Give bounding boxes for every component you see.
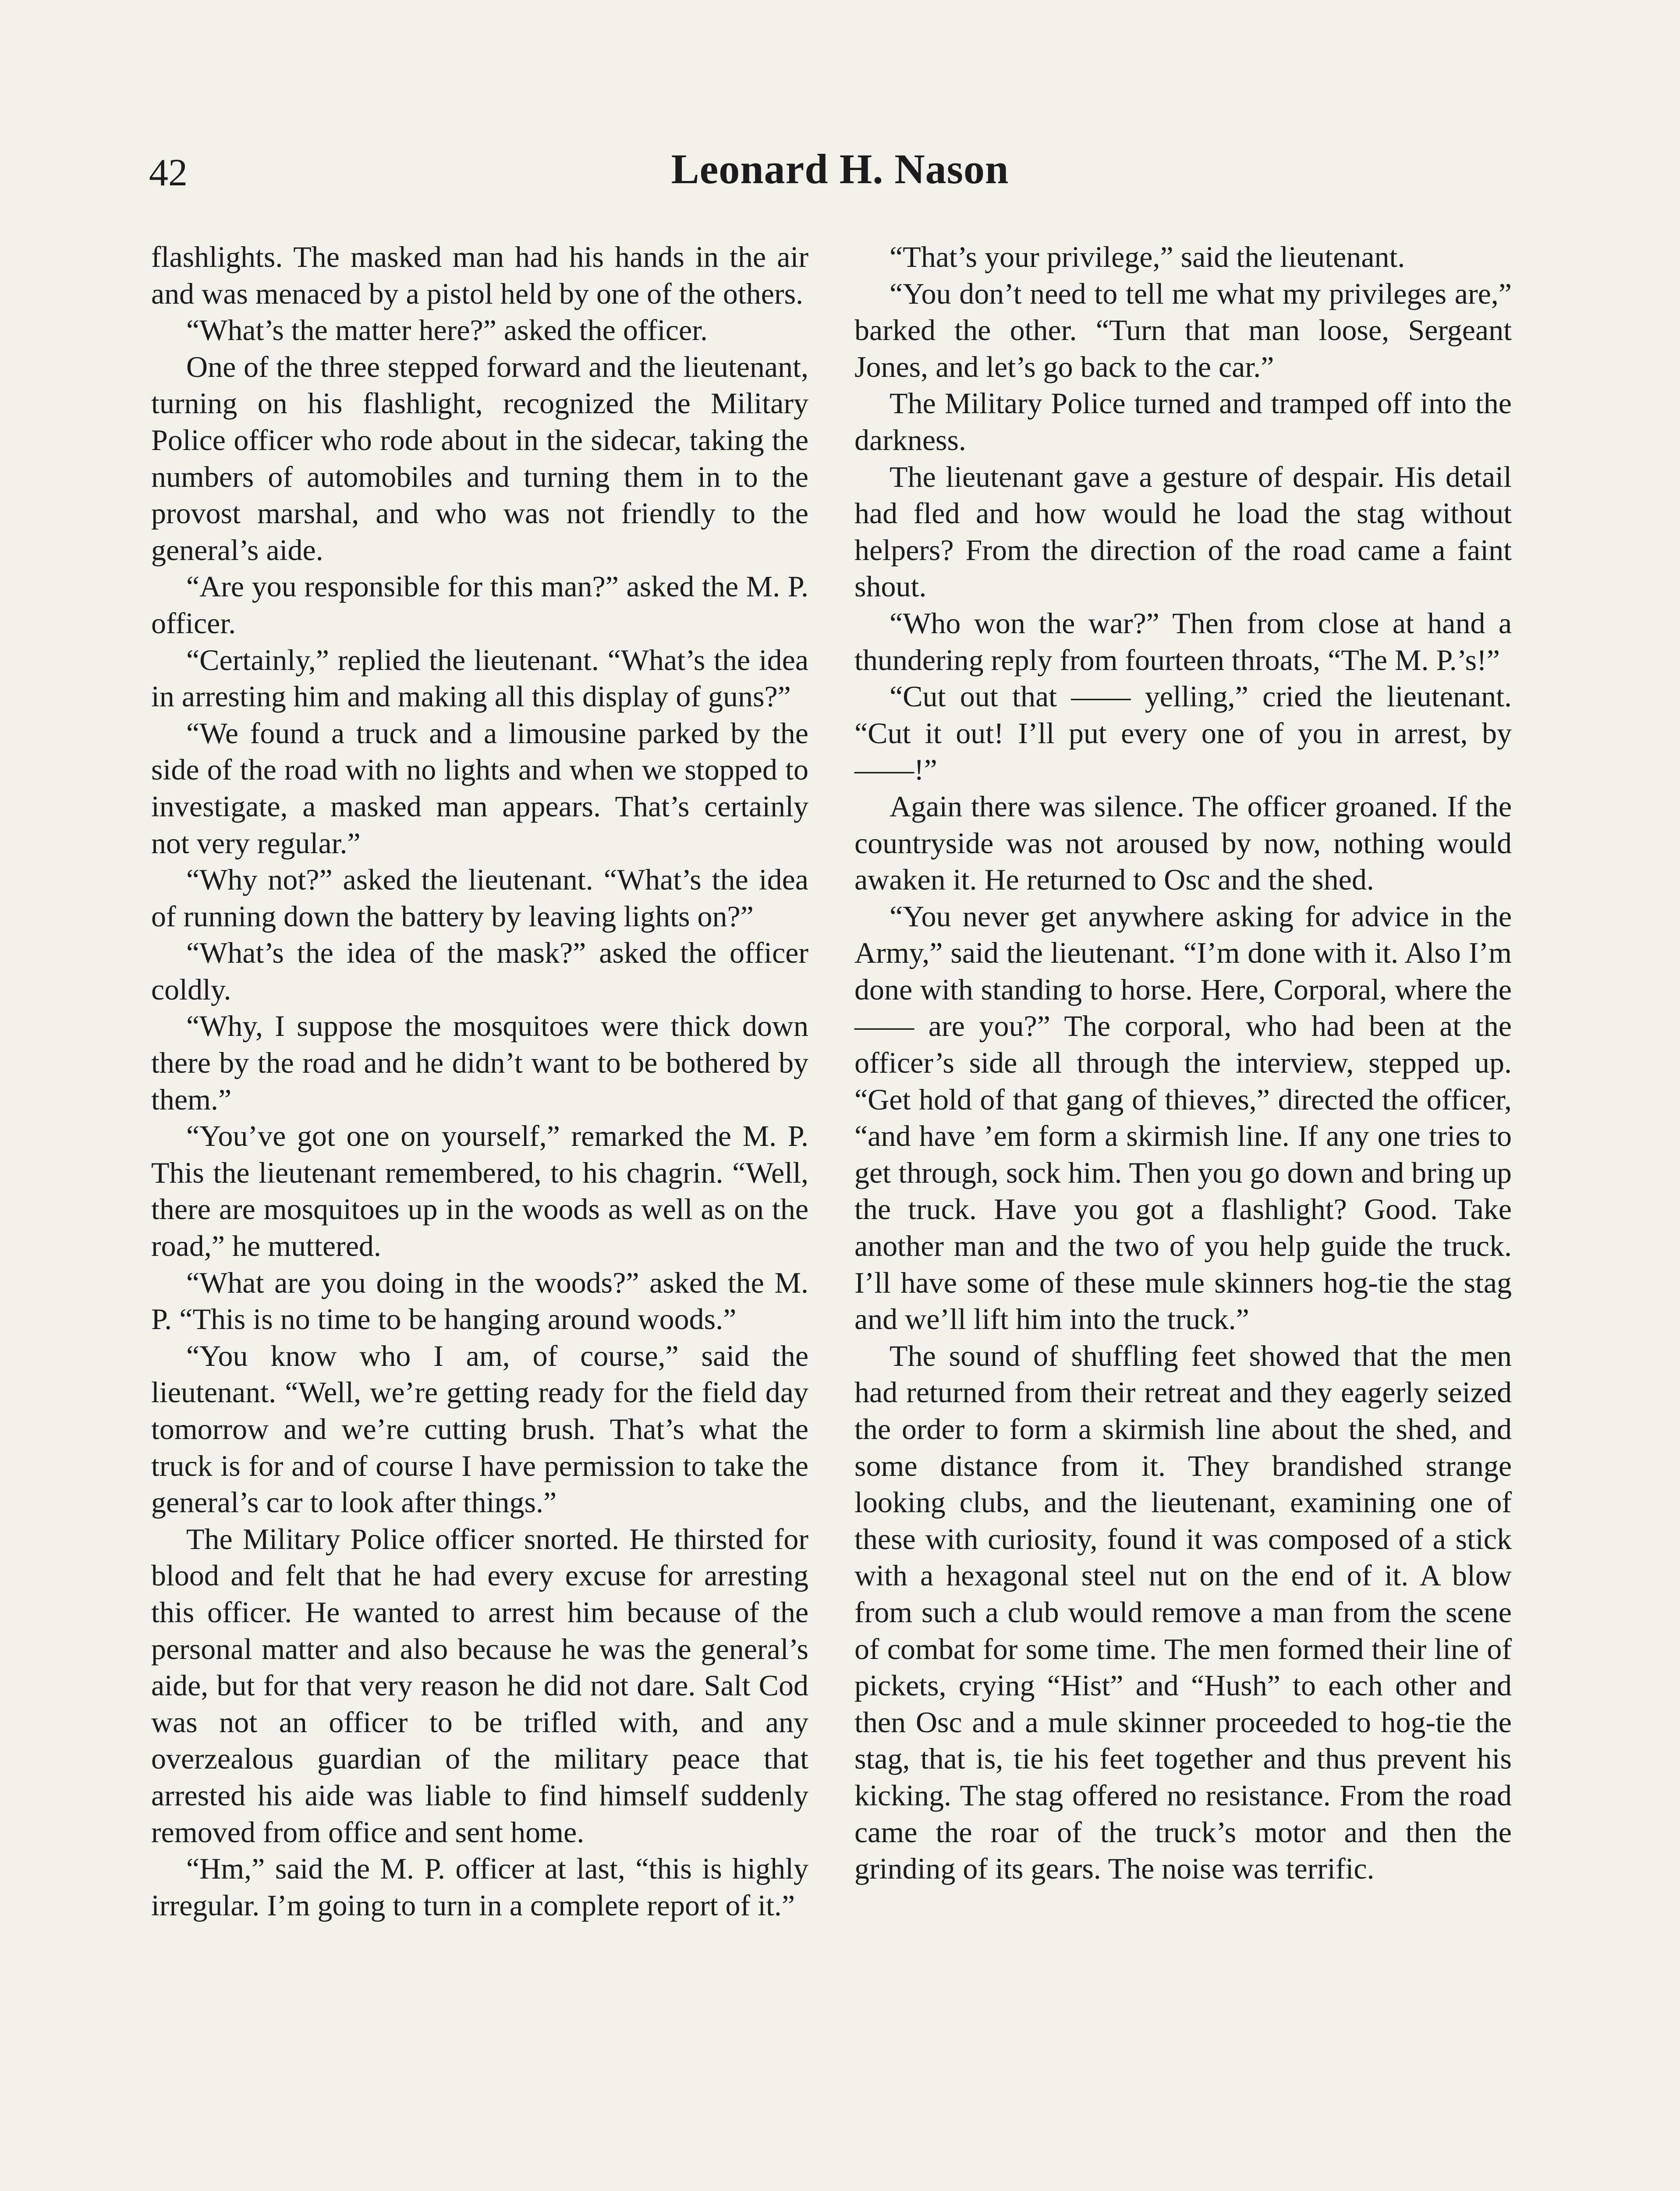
paragraph: “Are you responsible for this man?” asked the M. P. officer. [151,570,808,640]
paragraph: “Why, I suppose the mosquitoes were thick down there by the road and he didn’t want to be bothered by them.” [151,1009,808,1116]
paragraph: The sound of shuffling feet showed that the men had returned from their retreat and they eagerly seized the order to form a skirmish line about the shed, and some distance from it. They brandished strange looking clubs, and the lieutenant, examining one of these with curiosity, found it was composed of a stick with a hexagonal steel nut on the end of it. A blow from such a club would remove a man from the scene of combat for some time. The men formed their line of pickets, crying “Hist” and “Hush” to each other and then Osc and a mule skinner proceeded to hog-tie the stag, that is, tie his feet together and thus prevent his kicking. The stag offered no resistance. From the road came the roar of the truck’s motor and then the grinding of its gears. The noise was terrific. [854,1339,1512,1886]
paragraph: The Military Police officer snorted. He thirsted for blood and felt that he had every excuse for arresting this officer. He wanted to arrest him because of the personal matter and also because he was the general’s aide, but for that very reason he did not dare. Salt Cod was not an officer to be trifled with, and any overzealous guardian of the military peace that arrested his aide was liable to find himself suddenly removed from office and sent home. [151,1522,808,1849]
paragraph: The lieutenant gave a gesture of despair. His detail had fled and how would he load the stag without helpers? From the direction of the road came a faint shout. [854,460,1512,603]
paragraph: “You’ve got one on yourself,” remarked the M. P. This the lieutenant remembered, to his chagrin. “Well, there are mosquitoes up in the woods as well as on the road,” he muttered. [151,1119,808,1263]
left-text-column [151,239,808,1924]
page-number: 42 [149,152,188,194]
paragraph: “Hm,” said the M. P. officer at last, “this is highly irregular. I’m going to turn in a complete report of it.” [151,1852,808,1922]
paragraph: “You don’t need to tell me what my privileges are,” barked the other. “Turn that man loose, Sergeant Jones, and let’s go back to the car.” [854,277,1512,383]
paragraph: “What’s the idea of the mask?” asked the officer coldly. [151,936,808,1006]
page-header [149,145,1531,210]
paragraph: “You never get anywhere asking for advice in the Army,” said the lieutenant. “I’m done with it. Also I’m done with standing to horse. Here, Corporal, where the —— are you?” The corporal, who had been at the officer’s side all through the interview, stepped up. “Get hold of that gang of thieves,” directed the officer, “and have ’em form a skirmish line. If any one tries to get through, sock him. Then you go down and bring up the truck. Have you got a flashlight? Good. Take another man and the two of you help guide the truck. I’ll have some of these mule skinners hog-tie the stag and we’ll lift him into the truck.” [854,899,1512,1336]
paragraph: “Why not?” asked the lieutenant. “What’s the idea of running down the battery by leaving lights on?” [151,863,808,933]
paragraph: “You know who I am, of course,” said the lieutenant. “Well, we’re getting ready for the field day tomorrow and we’re cutting brush. That’s what the truck is for and of course I have permission to take the general’s car to look after things.” [151,1339,808,1519]
paragraph: “What’s the matter here?” asked the officer. [186,313,708,347]
paragraph: “That’s your privilege,” said the lieutenant. [890,240,1405,273]
paragraph: “We found a truck and a limousine parked by the side of the road with no lights and when we stopped to investigate, a masked man appears. That’s certainly not very regular.” [151,716,808,860]
paragraph: Again there was silence. The officer groaned. If the countryside was not aroused by now, nothing would awaken it. He returned to Osc and the shed. [854,789,1512,897]
paragraph: “Who won the war?” Then from close at hand a thundering reply from fourteen throats, “The M. P.’s!” [854,606,1512,677]
paragraph: “Cut out that —— yelling,” cried the lieutenant. “Cut it out! I’ll put every one of you in arrest, by ——!” [854,680,1512,787]
paragraph: “Certainly,” replied the lieutenant. “What’s the idea in arresting him and making all this display of guns?” [151,643,808,713]
paragraph: One of the three stepped forward and the lieutenant, turning on his flashlight, recognized the Military Police officer who rode about in the sidecar, taking the numbers of automobiles and turning them in to the provost marshal, and who was not friendly to the general’s aide. [151,350,808,567]
running-head-author: Leonard H. Nason [671,145,1009,192]
paragraph: The Military Police turned and tramped off into the darkness. [854,386,1512,457]
right-text-column [854,239,1512,1887]
paragraph: flashlights. The masked man had his hands in the air and was menaced by a pistol held by one of the others. [151,240,808,310]
paragraph: “What are you doing in the woods?” asked the M. P. “This is no time to be hanging around woods.” [151,1266,808,1336]
